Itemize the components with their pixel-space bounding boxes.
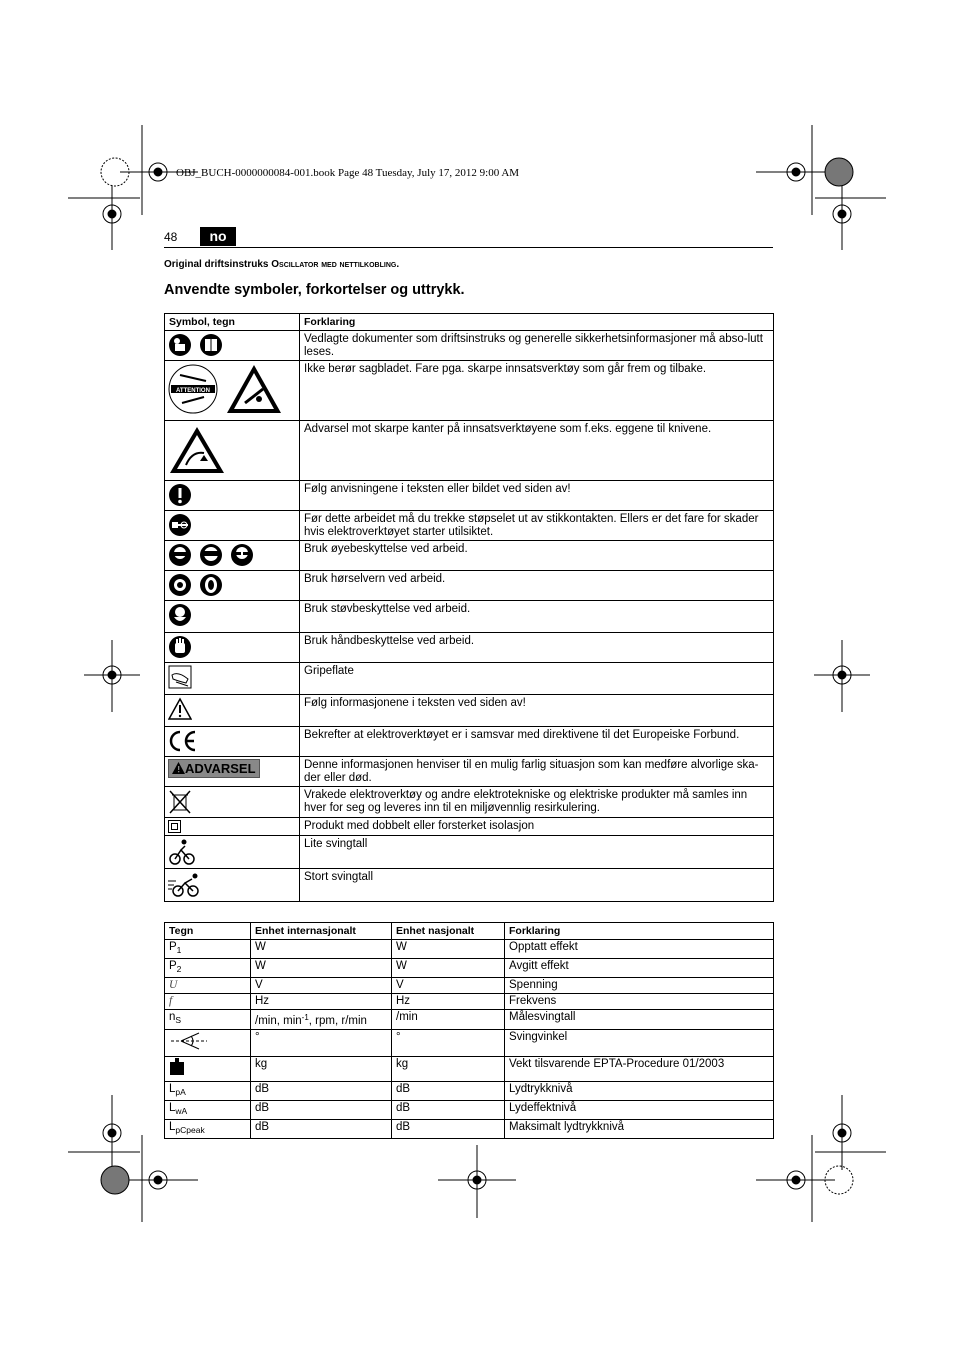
page-number: 48 <box>164 230 178 244</box>
explanation-cell: Vrakede elektroverktøy og andre elektrotekniske og elektriske produkter må samles inn hver for seg og leveres inn til en miljøvennlig resirkulering. <box>300 787 774 818</box>
svg-text:ATTENTION: ATTENTION <box>176 388 210 394</box>
table-row <box>165 421 774 481</box>
explanation-cell: Ikke berør sagbladet. Fare pga. skarpe innsatsverktøy som går frem og tilbake. <box>300 361 774 421</box>
table-row <box>165 511 774 541</box>
explanation-cell: Advarsel mot skarpe kanter på innsatsverktøyene som f.eks. eggene til knivene. <box>300 421 774 481</box>
unit-national-cell: dB <box>392 1101 505 1120</box>
table-row <box>165 1120 774 1139</box>
explanation-cell: Følg informasjonene i teksten ved siden av! <box>300 695 774 727</box>
explanation-cell: Bruk øyebeskyttelse ved arbeid. <box>300 541 774 571</box>
explanation-cell: Gripeflate <box>300 663 774 695</box>
symbol-cell <box>165 571 300 601</box>
document-subtitle <box>164 259 399 270</box>
explanation-cell: Bekrefter at elektroverktøyet er i samsvar med direktivene til det Europeiske Forbund. <box>300 727 774 757</box>
unit-international-cell: V <box>251 978 392 994</box>
unit-international-cell: ° <box>251 1030 392 1057</box>
table-row <box>165 940 774 959</box>
table-row <box>165 695 774 727</box>
explanation-cell: Før dette arbeidet må du trekke støpselet ut av stikkontakten. Ellers er det fare for skader hvis elektroverktøyet starter utilsiktet. <box>300 511 774 541</box>
sign-cell: f <box>165 994 251 1010</box>
table-row <box>165 869 774 902</box>
sign-symbol: P <box>169 960 177 972</box>
unit-national-cell: /min <box>392 1010 505 1030</box>
table-row <box>165 836 774 869</box>
symbol-cell <box>165 787 300 818</box>
double-insulation-icon <box>168 820 181 833</box>
table-row <box>165 361 774 421</box>
table-row <box>165 541 774 571</box>
col-unit-international: Enhet internasjonalt <box>251 923 392 940</box>
unit-international-cell: dB <box>251 1101 392 1120</box>
col-explanation: Forklaring <box>300 314 774 331</box>
sign-cell <box>165 1057 251 1082</box>
symbol-cell <box>165 511 300 541</box>
sign-subscript: wA <box>175 1106 188 1116</box>
symbol-cell <box>165 481 300 511</box>
symbol-cell <box>165 421 300 481</box>
sign-cell <box>165 1010 251 1030</box>
subtitle-main: Original driftsinstruks <box>164 259 272 270</box>
unit-international-cell <box>251 1010 392 1030</box>
sign-subscript: 2 <box>176 964 182 974</box>
unit-international-cell: dB <box>251 1082 392 1101</box>
attention-blade-icon <box>168 363 218 415</box>
manual-icon <box>168 333 192 357</box>
fast-bike-icon <box>168 871 202 899</box>
unit-international-cell: Hz <box>251 994 392 1010</box>
book-info-line: OBJ_BUCH-0000000084-001.book Page 48 Tuesday, July 17, 2012 9:00 AM <box>176 167 520 179</box>
unit-national-cell: Hz <box>392 994 505 1010</box>
explanation-cell: Bruk hørselvern ved arbeid. <box>300 571 774 601</box>
sign-cell <box>165 1120 251 1139</box>
table-row <box>165 757 774 787</box>
explanation-cell: Følg anvisningene i teksten eller bildet ved siden av! <box>300 481 774 511</box>
slow-bike-icon <box>168 838 196 866</box>
unit-international-cell: W <box>251 940 392 959</box>
explanation-cell: Bruk støvbeskyttelse ved arbeid. <box>300 601 774 633</box>
ce-mark-icon <box>168 729 198 753</box>
table-row <box>165 1010 774 1030</box>
warning-badge-label: ADVARSEL <box>185 761 256 776</box>
unit-international-cell: W <box>251 959 392 978</box>
symbols-table <box>164 313 774 902</box>
unit-national-cell: W <box>392 959 505 978</box>
table-row <box>165 633 774 663</box>
sign-cell <box>165 1082 251 1101</box>
unit-national-cell: V <box>392 978 505 994</box>
explanation-cell: Stort svingtall <box>300 869 774 902</box>
sign-symbol: L <box>169 1121 176 1133</box>
eye-protection-icon <box>199 543 223 567</box>
symbol-cell <box>165 727 300 757</box>
symbol-cell <box>165 757 300 787</box>
symbol-cell <box>165 541 300 571</box>
table-header-row <box>165 923 774 940</box>
eye-protection-icon <box>230 543 254 567</box>
sign-cell <box>165 940 251 959</box>
table-row <box>165 1082 774 1101</box>
grip-surface-icon <box>168 665 192 689</box>
table-row <box>165 601 774 633</box>
table-row <box>165 727 774 757</box>
section-title: Anvendte symboler, forkortelser og uttrykk. <box>164 282 465 298</box>
weight-icon <box>169 1058 185 1076</box>
unit-national-cell: dB <box>392 1120 505 1139</box>
explanation-cell: Opptatt effekt <box>505 940 774 959</box>
sign-cell <box>165 1030 251 1057</box>
sign-symbol: L <box>169 1083 176 1095</box>
sign-subscript: pCpeak <box>175 1125 205 1135</box>
language-tab: no <box>200 227 236 246</box>
explanation-cell: Lydtrykknivå <box>505 1082 774 1101</box>
table-row <box>165 1057 774 1082</box>
oscillation-angle-icon <box>169 1031 209 1051</box>
header-rule <box>164 247 773 248</box>
warning-triangle-icon <box>172 762 185 774</box>
ear-protection-icon <box>199 573 223 597</box>
table-row <box>165 787 774 818</box>
explanation-cell: Maksimalt lydtrykknivå <box>505 1120 774 1139</box>
unit-international-cell: dB <box>251 1120 392 1139</box>
unit-national-cell: dB <box>392 1082 505 1101</box>
sign-symbol: P <box>169 941 177 953</box>
col-explanation: Forklaring <box>505 923 774 940</box>
explanation-cell: Denne informasjonen henviser til en mulig farlig situasjon som kan medføre alvorlige ska-der eller død. <box>300 757 774 787</box>
sign-cell: U <box>165 978 251 994</box>
glove-icon <box>168 635 192 659</box>
explanation-cell: Frekvens <box>505 994 774 1010</box>
symbol-cell <box>165 601 300 633</box>
weee-bin-icon <box>168 789 192 815</box>
subtitle-product: Oscillator med nettilkobling. <box>271 259 400 270</box>
table-row <box>165 994 774 1010</box>
sign-cell <box>165 1101 251 1120</box>
unit-international-cell: kg <box>251 1057 392 1082</box>
table-header-row <box>165 314 774 331</box>
sign-subscript: 1 <box>176 945 182 955</box>
symbol-cell <box>165 633 300 663</box>
sharp-blade-warning-icon <box>225 363 283 415</box>
unit-superscript: -1 <box>301 1013 309 1022</box>
table-row <box>165 959 774 978</box>
explanation-cell: Lite svingtall <box>300 836 774 869</box>
explanation-cell: Vedlagte dokumenter som driftsinstruks og generelle sikkerhetsinformasjoner må abso-lutt leses. <box>300 331 774 361</box>
table-row <box>165 481 774 511</box>
caution-triangle-icon <box>168 697 192 721</box>
ear-protection-icon <box>168 573 192 597</box>
dust-mask-icon <box>168 603 192 627</box>
unplug-icon <box>168 513 192 537</box>
unit-national-cell: kg <box>392 1057 505 1082</box>
units-table <box>164 922 774 1139</box>
symbol-cell <box>165 695 300 727</box>
symbol-cell <box>165 818 300 836</box>
sign-cell <box>165 959 251 978</box>
table-row <box>165 571 774 601</box>
sign-subscript: S <box>175 1015 182 1025</box>
explanation-cell: Avgitt effekt <box>505 959 774 978</box>
symbol-cell <box>165 331 300 361</box>
explanation-cell: Vekt tilsvarende EPTA-Procedure 01/2003 <box>505 1057 774 1082</box>
warning-badge <box>168 759 260 778</box>
symbol-cell <box>165 361 300 421</box>
symbol-cell <box>165 836 300 869</box>
explanation-cell: Målesvingtall <box>505 1010 774 1030</box>
sign-symbol: L <box>169 1102 176 1114</box>
symbol-cell <box>165 869 300 902</box>
explanation-cell: Svingvinkel <box>505 1030 774 1057</box>
symbol-cell <box>165 663 300 695</box>
table-row <box>165 978 774 994</box>
eye-protection-icon <box>168 543 192 567</box>
table-row <box>165 331 774 361</box>
unit-national-cell: W <box>392 940 505 959</box>
explanation-cell: Produkt med dobbelt eller forsterket isolasjon <box>300 818 774 836</box>
table-row <box>165 818 774 836</box>
explanation-cell: Bruk håndbeskyttelse ved arbeid. <box>300 633 774 663</box>
explanation-cell: Lydeffektnivå <box>505 1101 774 1120</box>
table-row <box>165 663 774 695</box>
book-icon <box>199 333 223 357</box>
unit-text: /min, min <box>255 1015 302 1027</box>
col-sign: Tegn <box>165 923 251 940</box>
sign-subscript: pA <box>175 1087 186 1097</box>
table-row <box>165 1101 774 1120</box>
mandatory-icon <box>168 483 192 507</box>
unit-text: , rpm, r/min <box>308 1015 367 1027</box>
col-symbol: Symbol, tegn <box>165 314 300 331</box>
table-row <box>165 1030 774 1057</box>
sign-symbol: n <box>169 1011 176 1023</box>
sharp-edges-warning-icon <box>168 423 226 475</box>
explanation-cell: Spenning <box>505 978 774 994</box>
col-unit-national: Enhet nasjonalt <box>392 923 505 940</box>
unit-national-cell: ° <box>392 1030 505 1057</box>
